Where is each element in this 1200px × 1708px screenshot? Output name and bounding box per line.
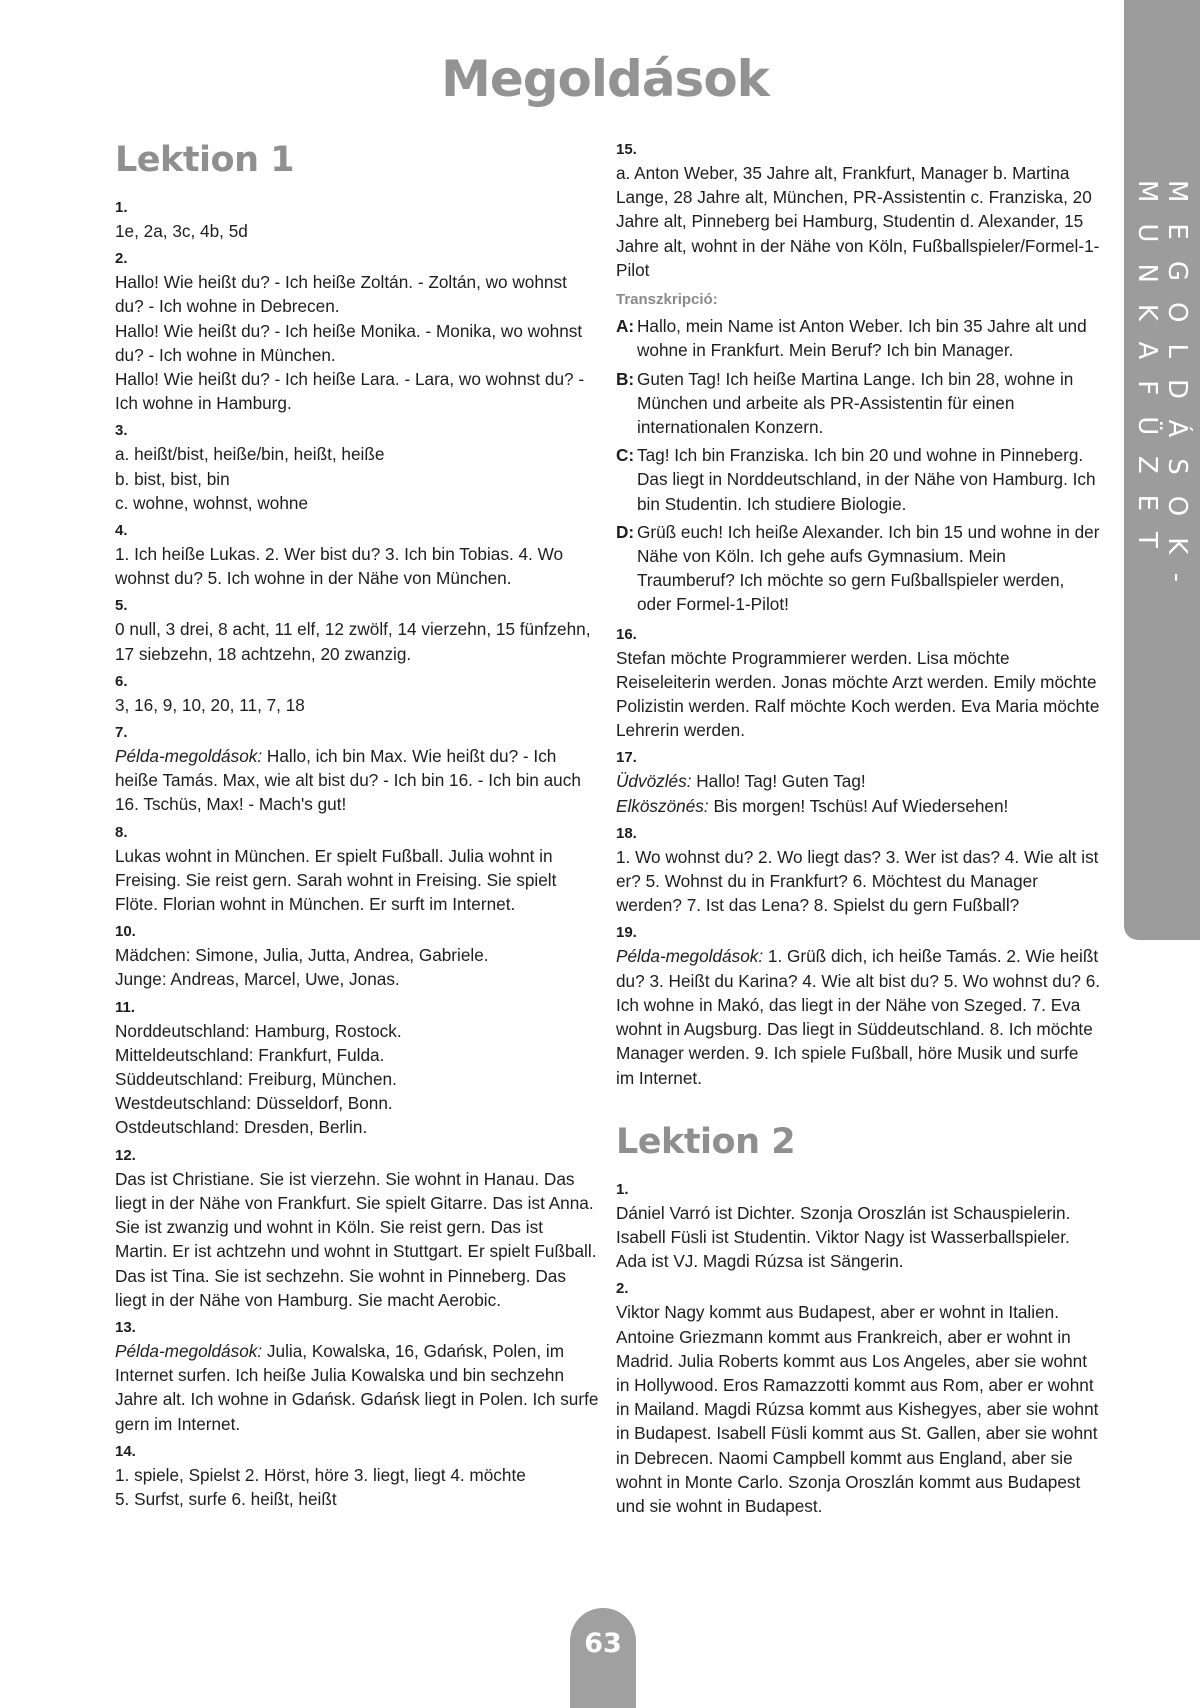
answer-line: Hallo! Wie heißt du? - Ich heiße Lara. - Lara, wo wohnst du? - Ich wohne in Hamburg. — [115, 369, 585, 414]
speaker-label: B: — [616, 368, 635, 389]
exercise-19 — [616, 923, 1101, 1089]
answer-line: 1. Ich heiße Lukas. 2. Wer bist du? 3. Ich bin Tobias. 4. Wo wohnst du? 5. Ich wohne in der Nähe von München. — [115, 544, 564, 589]
side-tab-label: MEGOLDÁSOK-MUNKAFÜZET — [1132, 180, 1192, 603]
transcript-text: Tag! Ich bin Franziska. Ich bin 20 und wohne in Pinneberg. Das liegt in Norddeutschland, in der Nähe von Hamburg. Ich bin Studentin. Ich studiere Biologie. — [637, 445, 1096, 514]
answer-line: Norddeutschland: Hamburg, Rostock. — [115, 1020, 402, 1041]
greeting-label: Üdvözlés: — [616, 771, 692, 792]
answer-line: 5. Surfst, surfe 6. heißt, heißt — [115, 1488, 337, 1509]
exercise-number: 10. — [115, 923, 136, 941]
answer-line: b. bist, bist, bin — [115, 468, 230, 489]
left-column — [115, 140, 600, 1517]
exercise-16 — [616, 625, 1101, 743]
page-number-tab — [570, 1608, 636, 1708]
page-title: Megoldások — [441, 50, 769, 108]
transcript-text: Guten Tag! Ich heiße Martina Lange. Ich bin 28, wohne in München und arbeite als PR-Assistentin für einen internationalen Konzern. — [637, 368, 1074, 438]
answer-text: 1. Grüß dich, ich heiße Tamás. 2. Wie heißt du? 3. Heißt du Karina? 4. Wie alt bist du? 5. Wo wohnst du? 6. Ich wohne in Makó, das liegt in der Nähe von Szeged. 7. Eva wohnt in Augsburg. Das liegt in Süddeutschland. 8. Ich möchte Manager werden. 9. Ich spiele Fußball, höre Musik und surfe im Internet. — [616, 946, 1101, 1088]
exercise-10 — [115, 922, 600, 991]
answer-line — [115, 1339, 600, 1436]
answer-line: Hallo! Wie heißt du? - Ich heiße Monika. - Monika, wo wohnst du? - Ich wohne in München. — [115, 320, 583, 365]
exercise-number: 3. — [115, 422, 128, 440]
speaker-label: A: — [616, 316, 635, 337]
example-label: Példa-megoldások: — [115, 746, 263, 767]
exercise-8 — [115, 823, 600, 917]
exercise-17 — [616, 748, 1101, 817]
transcript-label: Transzkripció: — [616, 291, 718, 309]
exercise-14 — [115, 1442, 600, 1511]
answer-line: Hallo! Wie heißt du? - Ich heiße Zoltán. - Zoltán, wo wohnst du? - Ich wohne in Debrecen. — [115, 272, 567, 317]
answer-line: 1. Wo wohnst du? 2. Wo liegt das? 3. Wer ist das? 4. Wie alt ist er? 5. Wohnst du in Frankfurt? 6. Möchtest du Manager werden? 7. Ist das Lena? 8. Spielst du gern Fußball? — [616, 846, 1099, 916]
example-label: Példa-megoldások: — [616, 946, 764, 967]
exercise-number: 14. — [115, 1442, 136, 1460]
page-number: 63 — [584, 1628, 622, 1659]
exercise-7 — [115, 723, 600, 817]
answer-line: Lukas wohnt in München. Er spielt Fußball. Julia wohnt in Freising. Sie reist gern. Sarah wohnt in Freising. Sie spielt Flöte. Florian wohnt in München. Er surft im Internet. — [115, 845, 557, 915]
exercise-18 — [616, 824, 1101, 918]
lektion-1-heading: Lektion 1 — [115, 140, 295, 180]
exercise-15 — [616, 140, 1101, 282]
answer-line: Stefan möchte Programmierer werden. Lisa möchte Reiseleiterin werden. Jonas möchte Arzt werden. Emily möchte Polizistin werden. Ralf möchte Koch werden. Eva Maria möchte Lehrerin werden. — [616, 647, 1100, 741]
answer-line — [616, 944, 1101, 1089]
lektion-2-exercise-1 — [616, 1180, 1101, 1274]
exercise-number: 18. — [616, 824, 637, 842]
transcript-text: Grüß euch! Ich heiße Alexander. Ich bin 15 und wohne in der Nähe von Köln. Ich gehe aufs Gymnasium. Mein Traumberuf? Ich möchte so gern Fußballspieler werden, oder Formel-1-Pilot! — [637, 521, 1100, 615]
exercise-number: 5. — [115, 597, 128, 615]
answer-line: Junge: Andreas, Marcel, Uwe, Jonas. — [115, 969, 400, 990]
answer-line: 3, 16, 9, 10, 20, 11, 7, 18 — [115, 694, 305, 715]
transcript-entry — [616, 367, 1101, 440]
exercise-number: 8. — [115, 823, 128, 841]
exercise-number: 12. — [115, 1146, 136, 1164]
right-column — [616, 140, 1101, 1524]
exercise-number: 2. — [616, 1280, 629, 1298]
answer-line: 1e, 2a, 3c, 4b, 5d — [115, 221, 248, 241]
exercise-number: 6. — [115, 672, 128, 690]
answer-line: 1. spiele, Spielst 2. Hörst, höre 3. liegt, liegt 4. möchte — [115, 1464, 526, 1485]
answer-line: c. wohne, wohnst, wohne — [115, 492, 308, 513]
exercise-number: 1. — [616, 1180, 629, 1198]
exercise-3 — [115, 421, 600, 515]
exercise-number: 11. — [115, 998, 136, 1016]
exercise-number: 19. — [616, 924, 637, 942]
answer-line — [616, 769, 1101, 793]
exercise-11 — [115, 998, 600, 1140]
exercise-number: 2. — [115, 250, 128, 268]
exercise-13 — [115, 1318, 600, 1436]
answer-line: Süddeutschland: Freiburg, München. — [115, 1069, 397, 1090]
answer-line — [616, 794, 1101, 818]
speaker-label: C: — [616, 445, 635, 466]
answer-line: Mitteldeutschland: Frankfurt, Fulda. — [115, 1044, 385, 1065]
answer-line: a. heißt/bist, heiße/bin, heißt, heiße — [115, 444, 385, 465]
exercise-2 — [115, 249, 600, 415]
exercise-12 — [115, 1146, 600, 1312]
exercise-number: 13. — [115, 1318, 136, 1336]
transcript-entry — [616, 520, 1101, 617]
answer-text: Bis morgen! Tschüs! Auf Wiedersehen! — [708, 795, 1009, 816]
exercise-number: 7. — [115, 724, 128, 742]
speaker-label: D: — [616, 521, 635, 542]
lektion-2-heading: Lektion 2 — [616, 1121, 796, 1162]
exercise-number: 4. — [115, 522, 128, 540]
transcript-entry — [616, 443, 1101, 516]
answer-line: Mädchen: Simone, Julia, Jutta, Andrea, Gabriele. — [115, 945, 489, 966]
example-label: Példa-megoldások: — [115, 1340, 263, 1361]
exercise-1 — [115, 198, 600, 243]
answer-line: 0 null, 3 drei, 8 acht, 11 elf, 12 zwölf, 14 vierzehn, 15 fünfzehn, 17 siebzehn, 18 achtzehn, 20 zwanzig. — [115, 619, 591, 664]
answer-text: Hallo! Tag! Guten Tag! — [691, 771, 866, 792]
exercise-5 — [115, 596, 600, 665]
answer-line: Westdeutschland: Düsseldorf, Bonn. — [115, 1093, 393, 1114]
exercise-number: 1. — [115, 199, 128, 216]
exercise-number: 17. — [616, 749, 637, 767]
answer-line: Das ist Christiane. Sie ist vierzehn. Sie wohnt in Hanau. Das liegt in der Nähe von Frankfurt. Sie spielt Gitarre. Das ist Anna. Sie ist zwanzig und wohnt in Köln. Sie reist gern. Das ist Martin. Er ist achtzehn und wohnt in Stuttgart. Er spielt Fußball. Das ist Tina. Sie ist sechzehn. Sie wohnt in Pinneberg. Das liegt in der Nähe von Hamburg. Sie macht Aerobic. — [115, 1168, 597, 1310]
side-tab — [1124, 0, 1200, 940]
answer-text: Julia, Kowalska, 16, Gdańsk, Polen, im Internet surfen. Ich heiße Julia Kowalska und bin sechzehn Jahre alt. Ich wohne in Gdańsk. Gdańsk liegt in Polen. Ich surfe gern im Internet. — [115, 1340, 599, 1434]
farewell-label: Elköszönés: — [616, 795, 709, 816]
answer-line: a. Anton Weber, 35 Jahre alt, Frankfurt, Manager b. Martina Lange, 28 Jahre alt, München, PR-Assistentin c. Franziska, 20 Jahre alt, Pinneberg bei Hamburg, Studentin d. Alexander, 15 Jahre alt, wohnt in der Nähe von Köln, Fußballspieler/Formel-1-Pilot — [616, 163, 1100, 280]
answer-line: Viktor Nagy kommt aus Budapest, aber er wohnt in Italien. Antoine Griezmann kommt aus Frankreich, aber er wohnt in Madrid. Julia Roberts kommt aus Los Angeles, aber sie wohnt in Hollywood. Eros Ramazzotti kommt aus Rom, aber er wohnt in Mailand. Magdi Rúzsa kommt aus Kishegyes, aber sie wohnt in Budapest. Isabell Füsli kommt aus St. Gallen, aber sie wohnt in Debrecen. Naomi Campbell kommt aus England, aber sie wohnt in Monte Carlo. Szonja Oroszlán kommt aus Budapest und sie wohnt in Budapest. — [616, 1302, 1099, 1516]
exercise-6 — [115, 672, 600, 717]
exercise-number: 16. — [616, 625, 637, 643]
answer-line — [115, 744, 600, 817]
transcript-text: Hallo, mein Name ist Anton Weber. Ich bin 35 Jahre alt und wohne in Frankfurt. Mein Beruf? Ich bin Manager. — [637, 316, 1087, 361]
exercise-number: 15. — [616, 141, 637, 158]
answer-line: Dániel Varró ist Dichter. Szonja Oroszlán ist Schauspielerin. Isabell Füsli ist Studentin. Viktor Nagy ist Wasserballspieler. Ada ist VJ. Magdi Rúzsa ist Sängerin. — [616, 1202, 1071, 1272]
transcript-entry — [616, 314, 1101, 362]
lektion-2-exercise-2 — [616, 1279, 1101, 1518]
exercise-4 — [115, 521, 600, 590]
answer-line: Ostdeutschland: Dresden, Berlin. — [115, 1117, 368, 1138]
answer-text: Hallo, ich bin Max. Wie heißt du? - Ich heiße Tamás. Max, wie alt bist du? - Ich bin 16. - Ich bin auch 16. Tschüs, Max! - Mach's gut! — [115, 746, 581, 815]
